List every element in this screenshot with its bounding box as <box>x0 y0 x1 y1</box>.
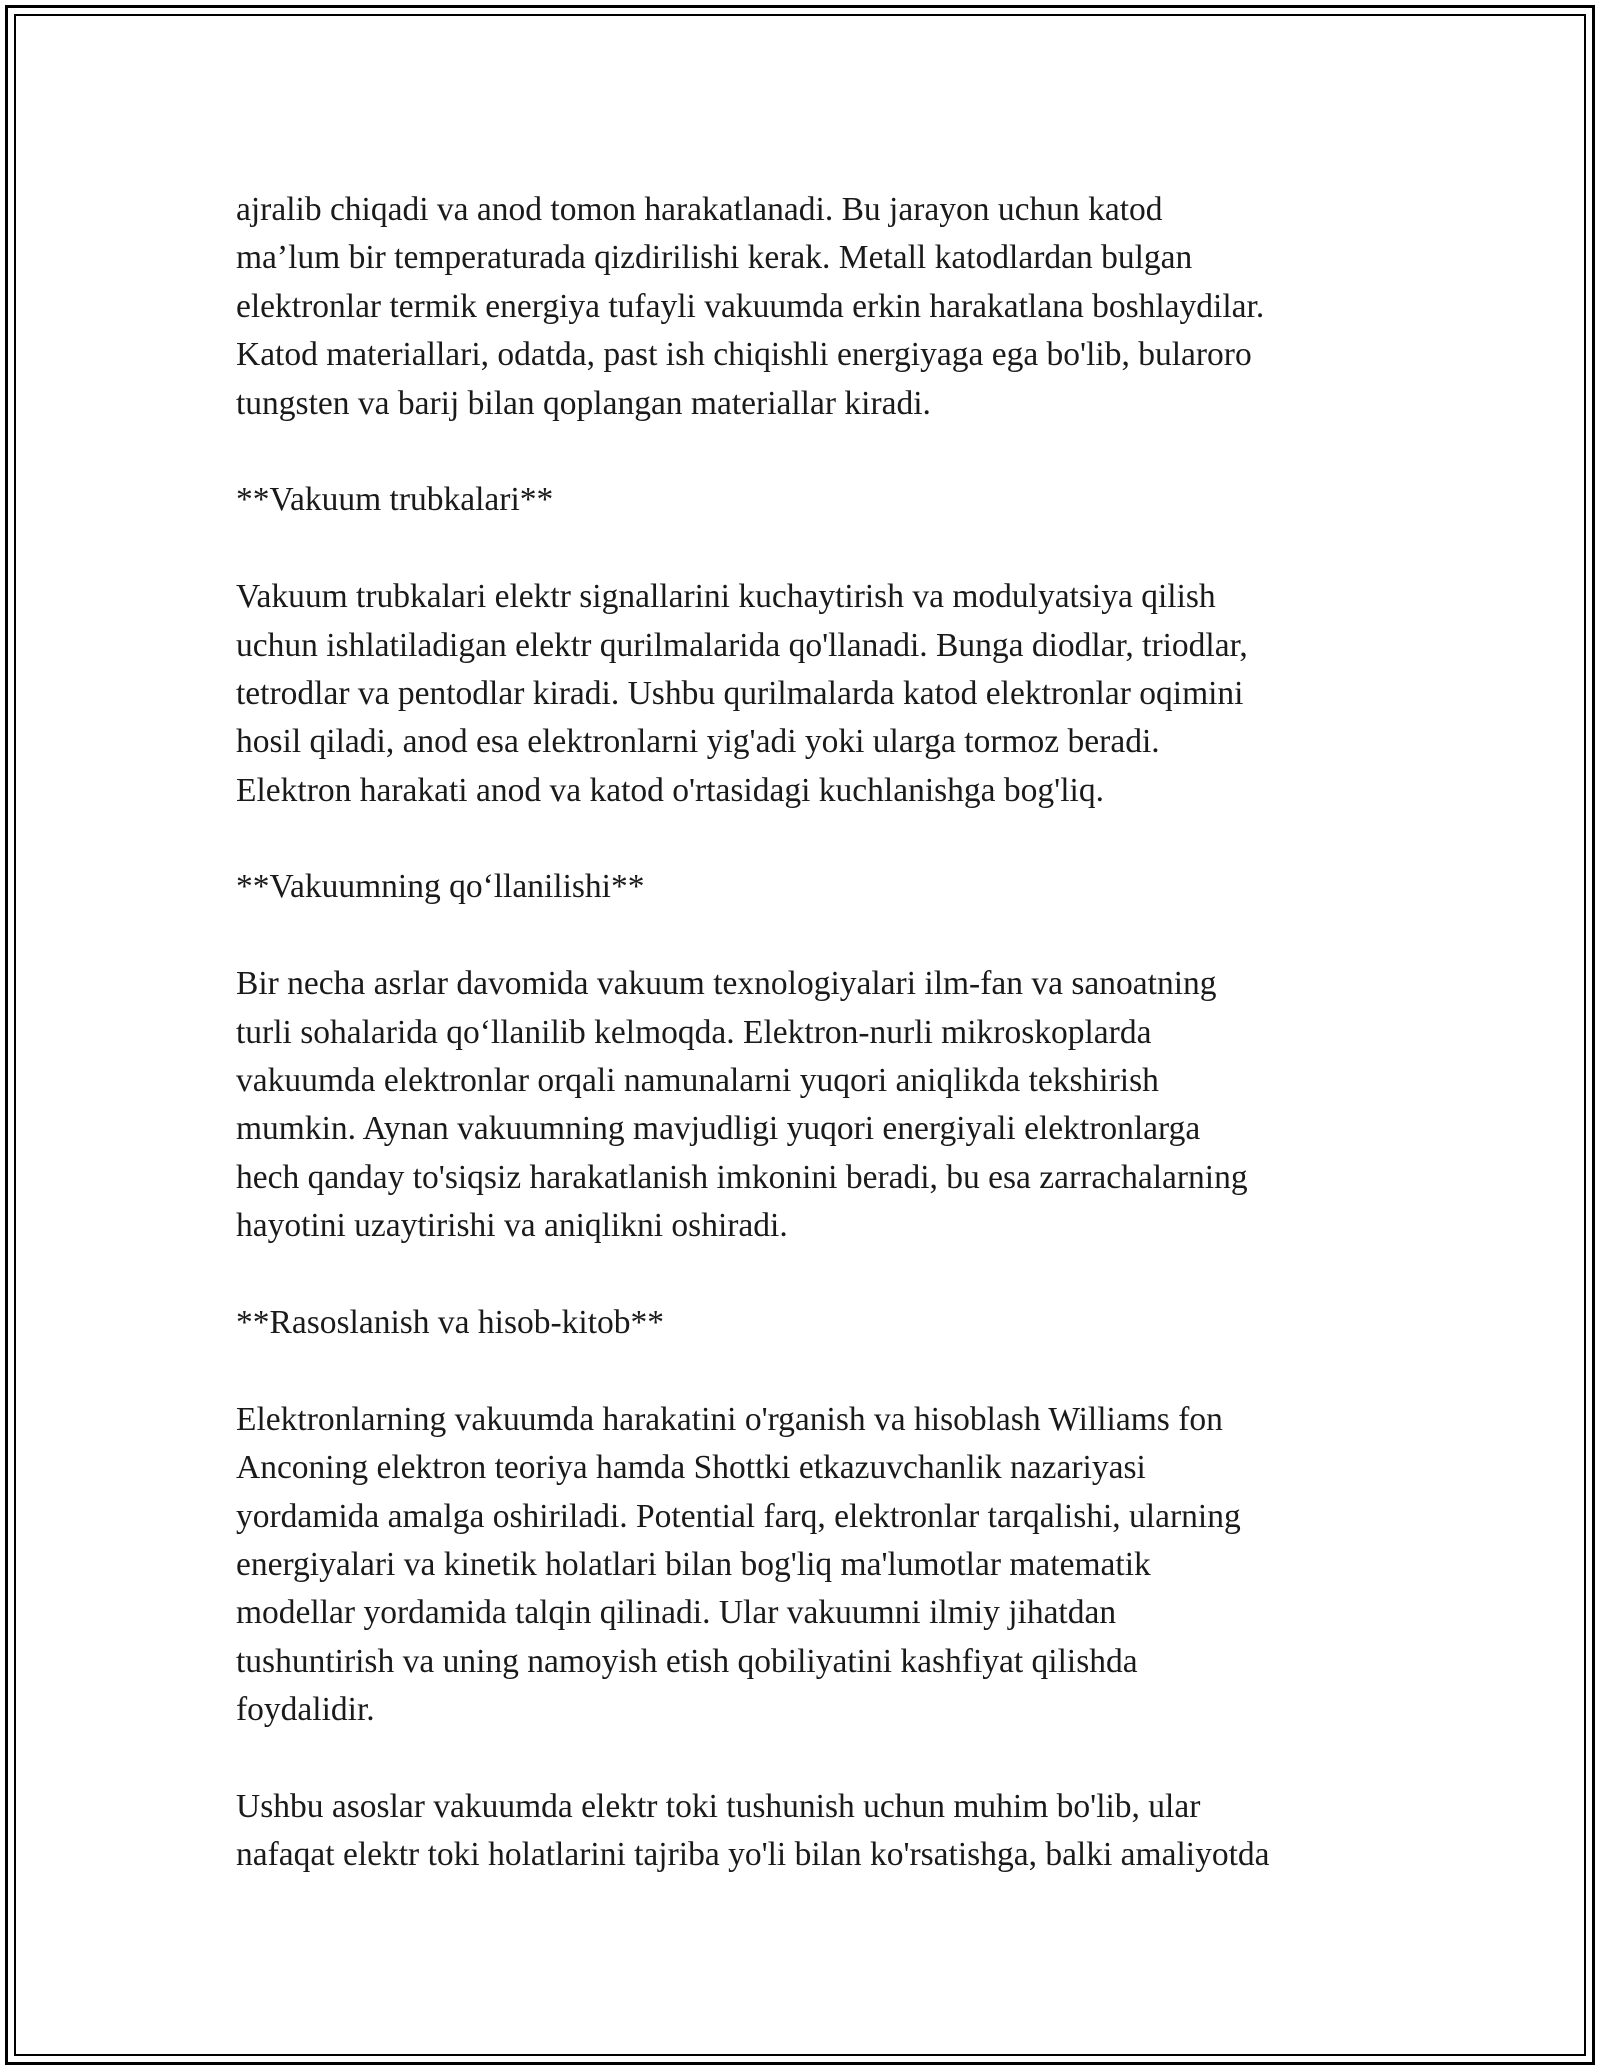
text-line: tungsten va barij bilan qoplangan materiallar kiradi. <box>236 384 931 422</box>
text-line: nafaqat elektr toki holatlarini tajriba yo'li bilan ko'rsatishga, balki amaliyotda <box>236 1836 1270 1874</box>
text-line: turli sohalarida qo‘llanilib kelmoqda. Elektron-nurli mikroskoplarda <box>236 1013 1152 1051</box>
text-line: modellar yordamida talqin qilinadi. Ular vakuumni ilmiy jihatdan <box>236 1594 1117 1632</box>
paragraph-vacuum-tubes <box>236 573 1396 815</box>
text-line: elektronlar termik energiya tufayli vakuumda erkin harakatlana boshlaydilar. <box>236 287 1265 325</box>
paragraph-calculations <box>236 1396 1396 1735</box>
heading-vakuum-trubkalari <box>236 476 1396 524</box>
text-line: Ushbu asoslar vakuumda elektr toki tushunish uchun muhim bo'lib, ular <box>236 1787 1201 1825</box>
paragraph-vacuum-applications <box>236 960 1396 1250</box>
text-line: tetrodlar va pentodlar kiradi. Ushbu qurilmalarda katod elektronlar oqimini <box>236 674 1244 712</box>
text-line: hayotini uzaytirishi va aniqlikni oshiradi. <box>236 1207 788 1245</box>
text-line: Katod materiallari, odatda, past ish chiqishli energiyaga ega bo'lib, bularoro <box>236 336 1252 374</box>
text-line: ajralib chiqadi va anod tomon harakatlanadi. Bu jarayon uchun katod <box>236 191 1163 228</box>
text-line: hech qanday to'siqsiz harakatlanish imkonini beradi, bu esa zarrachalarning <box>236 1158 1248 1196</box>
text-line: hosil qiladi, anod esa elektronlarni yig'adi yoki ularga tormoz beradi. <box>236 723 1160 761</box>
text-line: foydalidir. <box>236 1691 375 1729</box>
document-body <box>236 186 1396 1928</box>
text-line: tushuntirish va uning namoyish etish qobiliyatini kashfiyat qilishda <box>236 1642 1138 1680</box>
text-line: energiyalari va kinetik holatlari bilan bog'liq ma'lumotlar matematik <box>236 1545 1151 1583</box>
paragraph-thermionic-emission <box>236 186 1396 428</box>
text-line: Bir necha asrlar davomida vakuum texnologiyalari ilm-fan va sanoatning <box>236 965 1217 1003</box>
section-heading: **Vakuumning qo‘llanilishi** <box>236 868 645 906</box>
text-line: Anconing elektron teoriya hamda Shottki etkazuvchanlik nazariyasi <box>236 1449 1146 1487</box>
heading-vakuumning-qollanilishi <box>236 863 1396 911</box>
paragraph-conclusion <box>236 1783 1396 1880</box>
heading-rasoslanish-va-hisob-kitob <box>236 1299 1396 1347</box>
text-line: Elektron harakati anod va katod o'rtasidagi kuchlanishga bog'liq. <box>236 771 1104 809</box>
text-line: Elektronlarning vakuumda harakatini o'rganish va hisoblash Williams fon <box>236 1400 1223 1438</box>
text-line: vakuumda elektronlar orqali namunalarni yuqori aniqlikda tekshirish <box>236 1062 1159 1100</box>
text-line: yordamida amalga oshiriladi. Potential farq, elektronlar tarqalishi, ularning <box>236 1497 1241 1535</box>
text-line: uchun ishlatiladigan elektr qurilmalarida qo'llanadi. Bunga diodlar, triodlar, <box>236 626 1248 664</box>
section-heading: **Vakuum trubkalari** <box>236 481 554 519</box>
text-line: Vakuum trubkalari elektr signallarini kuchaytirish va modulyatsiya qilish <box>236 578 1216 616</box>
section-heading: **Rasoslanish va hisob-kitob** <box>236 1303 665 1341</box>
text-line: ma’lum bir temperaturada qizdirilishi kerak. Metall katodlardan bulgan <box>236 239 1193 277</box>
text-line: mumkin. Aynan vakuumning mavjudligi yuqori energiyali elektronlarga <box>236 1110 1201 1148</box>
